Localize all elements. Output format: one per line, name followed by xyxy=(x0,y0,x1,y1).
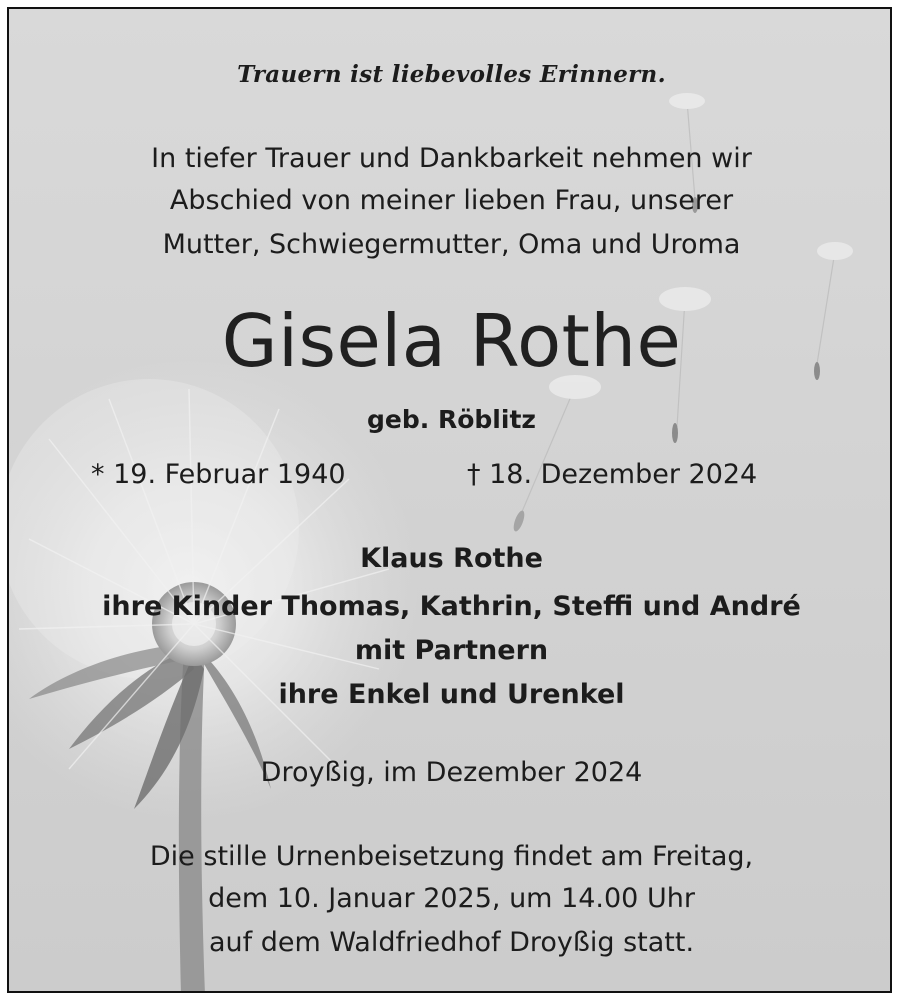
motto: Trauern ist liebevolles Erinnern. xyxy=(237,61,666,88)
mourner-line-2: ihre Kinder Thomas, Kathrin, Steffi und André xyxy=(102,591,801,622)
funeral-line-1: Die stille Urnenbeisetzung findet am Freitag, xyxy=(149,841,754,872)
deceased-name: Gisela Rothe xyxy=(221,299,682,383)
maiden-name: geb. Röblitz xyxy=(367,405,536,434)
funeral-line-3: auf dem Waldfriedhof Droyßig statt. xyxy=(208,927,695,958)
intro-line-1: In tiefer Trauer und Dankbarkeit nehmen wir xyxy=(151,143,752,174)
intro-line-3: Mutter, Schwiegermutter, Oma und Uroma xyxy=(162,229,741,260)
death-date: † 18. Dezember 2024 xyxy=(467,459,758,490)
mourner-line-3: mit Partnern xyxy=(354,635,549,666)
funeral-line-2: dem 10. Januar 2025, um 14.00 Uhr xyxy=(208,883,695,914)
birth-date: * 19. Februar 1940 xyxy=(91,459,346,490)
mourner-line-4: ihre Enkel und Urenkel xyxy=(278,679,625,710)
obituary-notice xyxy=(7,7,892,993)
place-and-date: Droyßig, im Dezember 2024 xyxy=(260,757,643,788)
intro-line-2: Abschied von meiner lieben Frau, unserer xyxy=(169,185,734,216)
mourner-line-1: Klaus Rothe xyxy=(360,543,543,574)
